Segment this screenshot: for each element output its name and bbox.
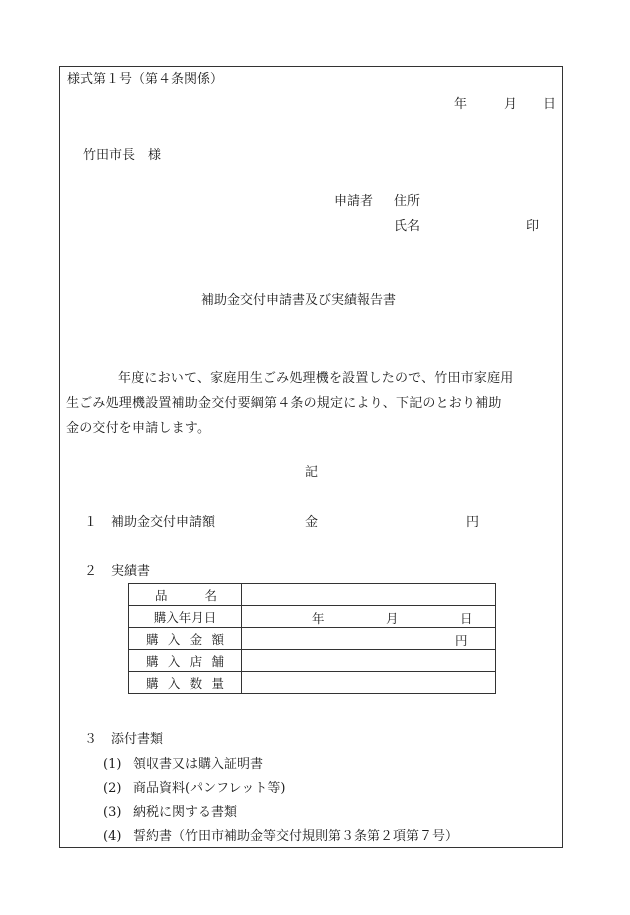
- section2-label: 実績書: [111, 564, 151, 579]
- date-month-label: 月: [504, 97, 518, 112]
- table-row: [129, 628, 496, 650]
- applicant-label: 申請者: [334, 194, 374, 209]
- record-table: [128, 583, 496, 694]
- item-name-value[interactable]: [242, 584, 496, 606]
- purchase-date-label: [129, 606, 242, 628]
- attachment-item: 誓約書（竹田市補助金等交付規則第３条第２項第７号）: [133, 829, 459, 844]
- attachment-num: (2): [103, 781, 122, 796]
- label-char: 店: [189, 653, 203, 669]
- purchase-month-unit: 月: [386, 611, 399, 626]
- body-line: 金の交付を申請します。: [66, 421, 211, 436]
- attachment-num: (3): [103, 805, 122, 820]
- attachment-num: (4): [103, 829, 122, 844]
- label-char: 購: [146, 631, 159, 647]
- form-border: [59, 66, 563, 848]
- section2-number: ２: [84, 564, 98, 579]
- purchase-amount-yen: 円: [455, 633, 468, 648]
- section3-label: 添付書類: [111, 732, 164, 747]
- body-paragraph: [66, 366, 558, 441]
- attachment-item: 領収書又は購入証明書: [133, 757, 264, 772]
- purchase-date-value[interactable]: [242, 606, 496, 628]
- purchase-amount-value[interactable]: [242, 628, 496, 650]
- section1-yen: 円: [466, 515, 480, 530]
- table-row: [129, 606, 496, 628]
- label-char: 金: [189, 631, 203, 647]
- label-text: 購入年月日: [153, 609, 217, 625]
- seal-mark: 印: [526, 219, 540, 234]
- address-label: 住所: [394, 194, 421, 209]
- label-char: 名: [204, 587, 217, 603]
- item-name-label: [129, 584, 242, 606]
- label-char: 入: [167, 631, 181, 647]
- label-char: 購: [146, 675, 159, 691]
- date-day-label: 日: [543, 97, 557, 112]
- label-char: 額: [211, 631, 224, 647]
- store-value[interactable]: [242, 650, 496, 672]
- purchase-amount-label: [129, 628, 242, 650]
- label-char: 入: [167, 675, 181, 691]
- quantity-value[interactable]: [242, 672, 496, 694]
- table-row: [129, 650, 496, 672]
- attachment-item: 納税に関する書類: [133, 805, 238, 820]
- label-char: 量: [211, 675, 224, 691]
- attachment-item: 商品資料(パンフレット等): [133, 781, 286, 796]
- table-row: [129, 584, 496, 606]
- date-year-label: 年: [454, 97, 468, 112]
- document-title: 補助金交付申請書及び実績報告書: [201, 293, 397, 308]
- label-char: 数: [189, 675, 203, 691]
- body-line: 年度において、家庭用生ごみ処理機を設置したので、竹田市家庭用: [118, 371, 514, 386]
- form-number: 様式第１号（第４条関係）: [67, 72, 224, 87]
- table-row: [129, 672, 496, 694]
- purchase-year-unit: 年: [312, 611, 325, 626]
- store-label: [129, 650, 242, 672]
- label-char: 購: [146, 653, 159, 669]
- ki-heading: 記: [305, 465, 319, 480]
- section1-label: 補助金交付申請額: [111, 515, 216, 530]
- section1-kin: 金: [305, 515, 319, 530]
- label-char: 入: [167, 653, 181, 669]
- section1-number: １: [84, 515, 98, 530]
- label-char: 舗: [211, 653, 224, 669]
- attachment-num: (1): [103, 757, 122, 772]
- name-label: 氏名: [394, 219, 421, 234]
- purchase-day-unit: 日: [460, 611, 473, 626]
- body-line: 生ごみ処理機設置補助金交付要綱第４条の規定により、下記のとおり補助: [66, 396, 502, 411]
- addressee: 竹田市長 様: [83, 148, 162, 163]
- section3-number: ３: [84, 732, 98, 747]
- label-char: 品: [155, 587, 168, 603]
- quantity-label: [129, 672, 242, 694]
